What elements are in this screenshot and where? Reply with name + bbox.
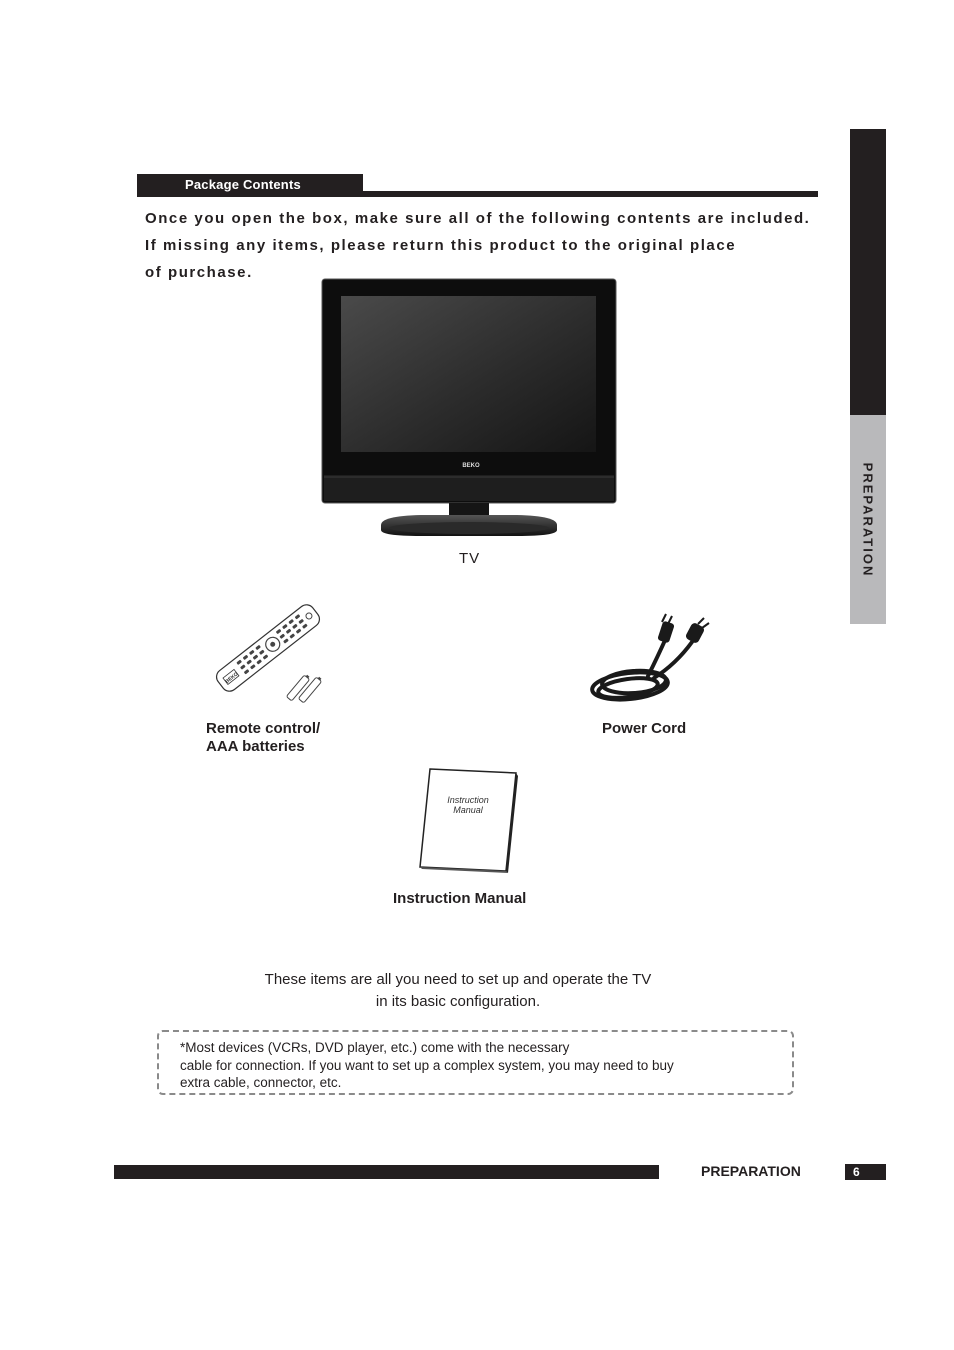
manual-cover-line: Manual [453, 805, 483, 815]
tv-image [321, 278, 617, 540]
section-title: Package Contents [185, 177, 301, 192]
summary-paragraph [200, 969, 716, 1013]
intro-line: Once you open the box, make sure all of the following contents are included. [145, 210, 811, 227]
note-line: *Most devices (VCRs, DVD player, etc.) come with the necessary [180, 1040, 570, 1055]
note-text [180, 1039, 780, 1092]
note-line: extra cable, connector, etc. [180, 1075, 342, 1090]
remote-control-image [206, 588, 336, 708]
side-tab-label [850, 415, 886, 624]
remote-brand-logo: BEKO [224, 671, 240, 685]
page-number: 6 [853, 1165, 860, 1179]
intro-line: of purchase. [145, 264, 253, 281]
aaa-batteries-image [286, 673, 323, 702]
power-cord-image [588, 612, 714, 708]
power-cord-caption: Power Cord [602, 720, 687, 737]
footer-rule [114, 1165, 659, 1179]
tv-brand-logo: BEKO [462, 463, 480, 469]
remote-caption [206, 720, 320, 756]
footer-section-label: PREPARATION [701, 1163, 801, 1179]
tv-caption: TV [459, 550, 481, 567]
remote-caption-line: AAA batteries [206, 738, 305, 755]
intro-line: If missing any items, please return this product to the original place [145, 237, 737, 254]
instruction-manual-image [418, 767, 520, 873]
manual-caption: Instruction Manual [393, 890, 527, 907]
summary-line: in its basic configuration. [375, 993, 541, 1010]
side-tab-text: PREPARATION [860, 462, 876, 577]
intro-paragraph [145, 205, 845, 286]
summary-line: These items are all you need to set up and operate the TV [264, 971, 652, 988]
note-line: cable for connection. If you want to set up a complex system, you may need to buy [180, 1057, 674, 1073]
remote-caption-line: Remote control/ [206, 720, 321, 737]
side-tab-dark-block [850, 129, 886, 415]
manual-cover-line: Instruction [447, 795, 489, 805]
